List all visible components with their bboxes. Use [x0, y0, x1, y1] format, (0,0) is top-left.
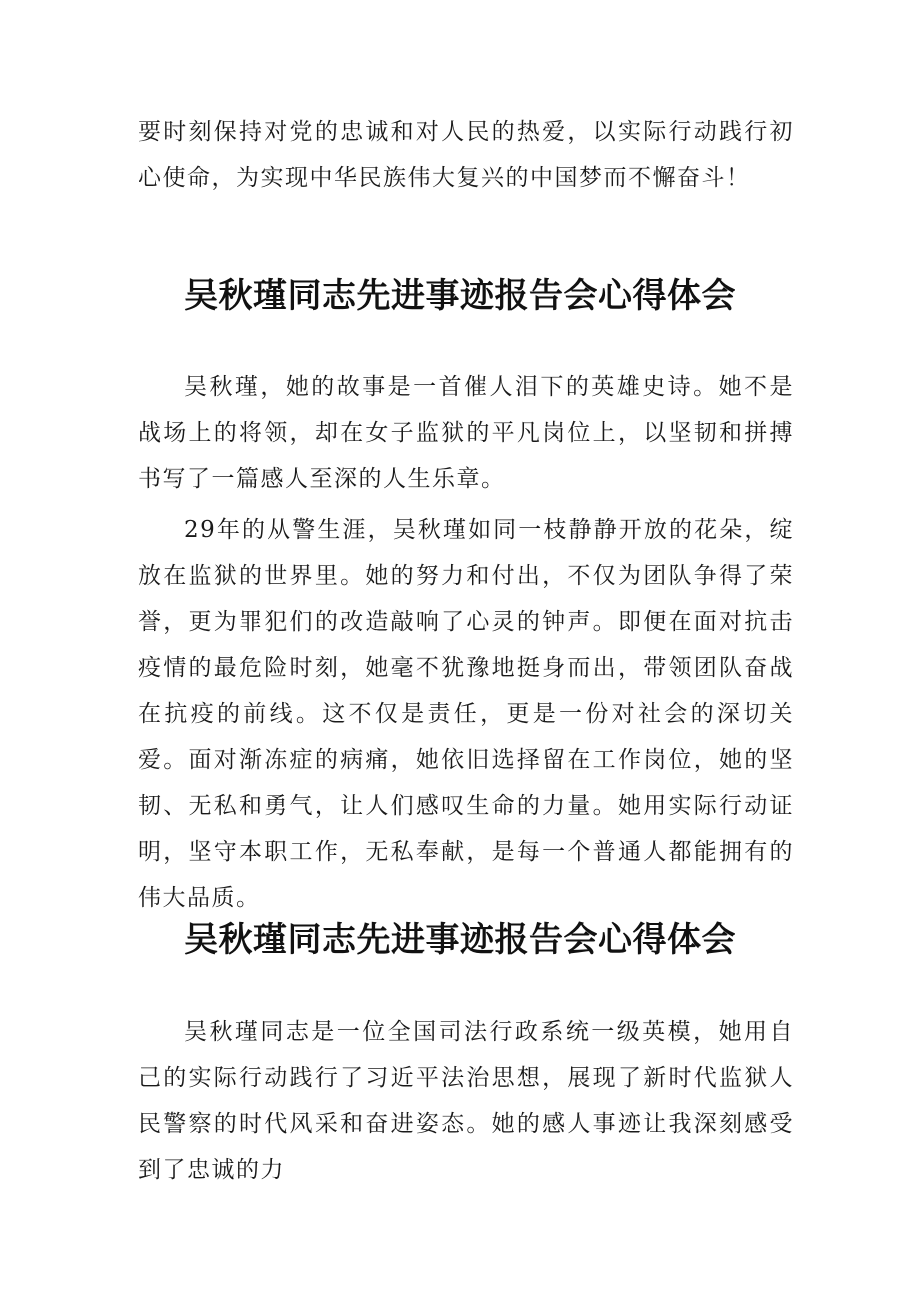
- section2-paragraph-1: 吴秋瑾同志是一位全国司法行政系统一级英模，她用自己的实际行动践行了习近平法治思想，展现了新时代监狱人民警察的时代风采和奋进姿态。她的感人事迹让我深刻感受到了忠诚的力: [138, 1019, 794, 1183]
- section1-paragraph-1: 吴秋瑾，她的故事是一首催人泪下的英雄史诗。她不是战场上的将领，却在女子监狱的平凡岗位上，以坚韧和拼搏书写了一篇感人至深的人生乐章。: [138, 374, 794, 492]
- section-title-2: 吴秋瑾同志先进事迹报告会心得体会: [184, 920, 736, 960]
- continuation-paragraph: 要时刻保持对党的忠诚和对人民的热爱，以实际行动践行初心使命，为实现中华民族伟大复兴的中国梦而不懈奋斗！: [138, 119, 794, 191]
- section1-paragraph-2: 29年的从警生涯，吴秋瑾如同一枝静静开放的花朵，绽放在监狱的世界里。她的努力和付出，不仅为团队争得了荣誉，更为罪犯们的改造敲响了心灵的钟声。即便在面对抗击疫情的最危险时刻，她毫不犹豫地挺身而出，带领团队奋战在抗疫的前线。这不仅是责任，更是一份对社会的深切关爱。面对渐冻症的病痛，她依旧选择留在工作岗位，她的坚韧、无私和勇气，让人们感叹生命的力量。她用实际行动证明，坚守本职工作，无私奉献，是每一个普通人都能拥有的伟大品质。: [138, 517, 794, 911]
- section-title-1: 吴秋瑾同志先进事迹报告会心得体会: [184, 276, 736, 316]
